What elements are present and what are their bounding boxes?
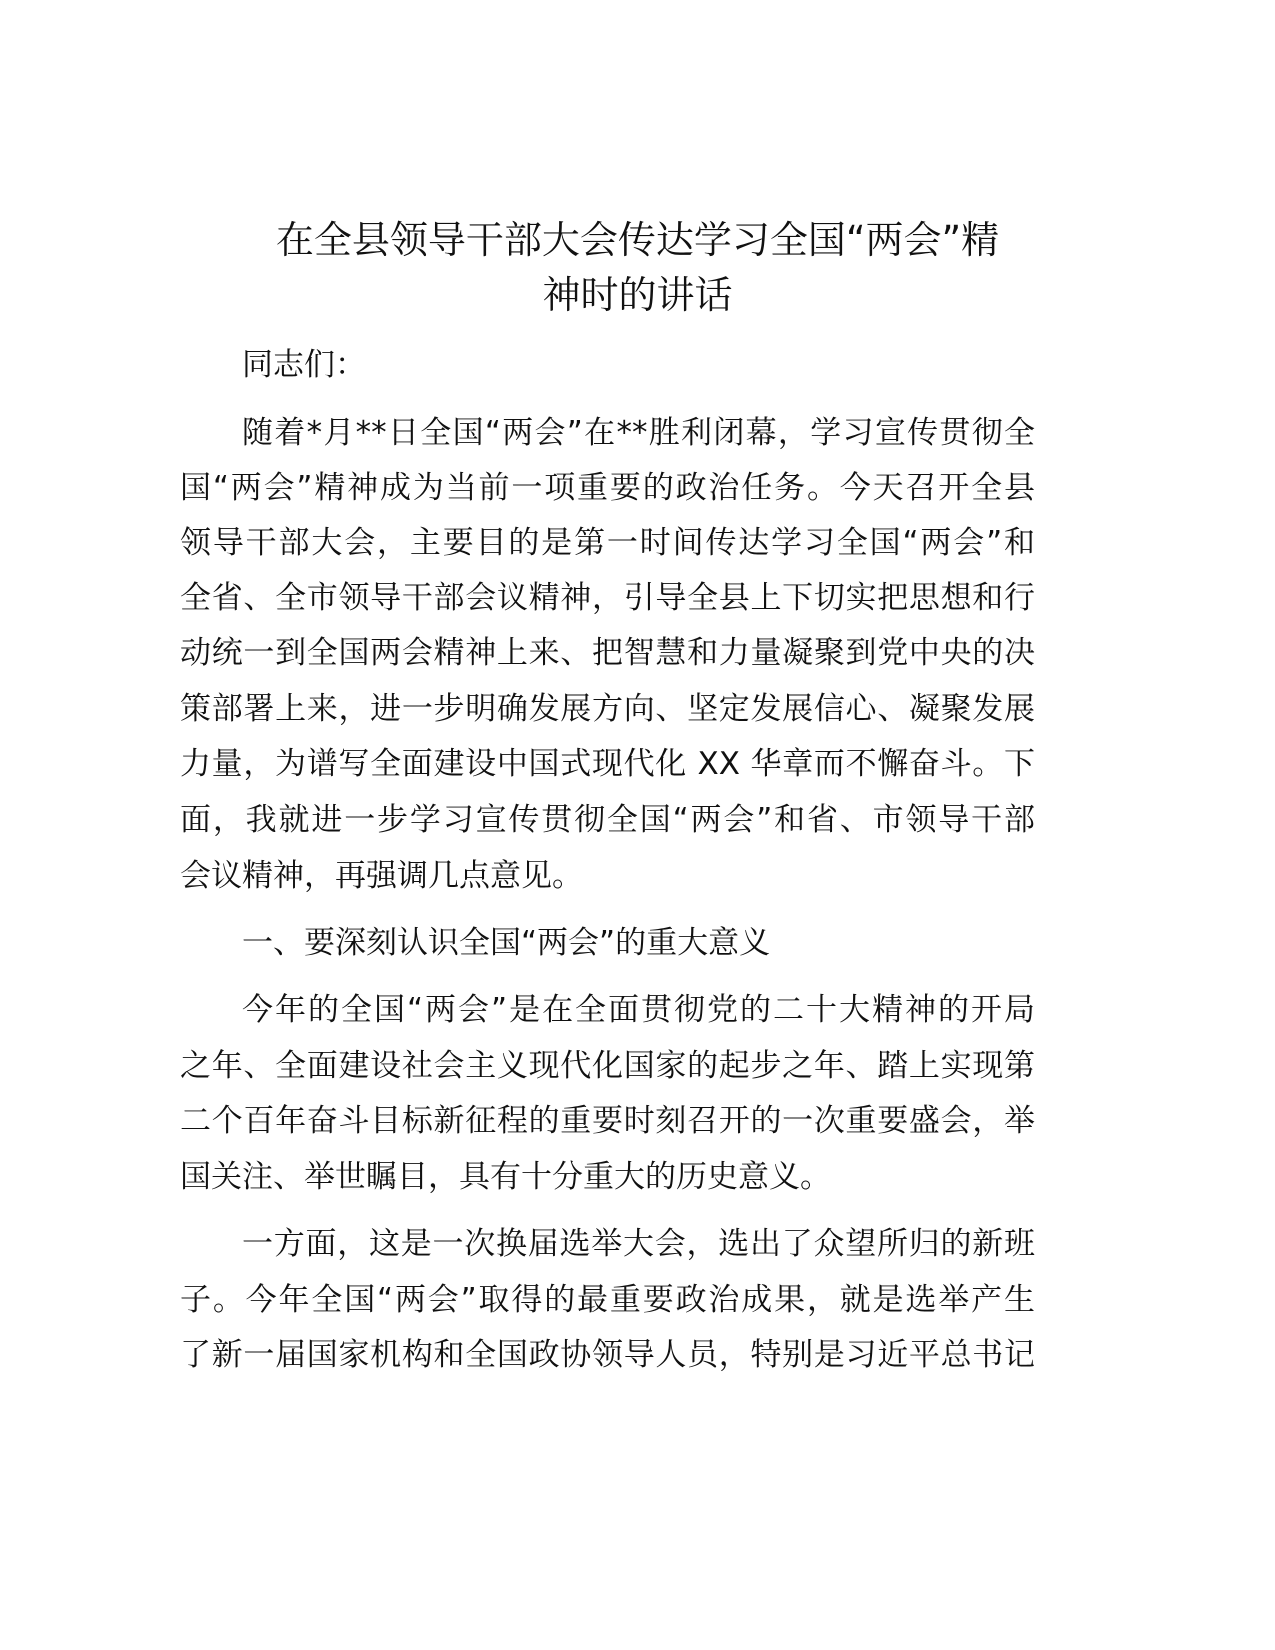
paragraph-line: 子。今年全国“两会”取得的最重要政治成果，就是选举产生 (180, 1282, 1035, 1318)
paragraph-line: 了新一届国家机构和全国政协领导人员，特别是习近平总书记 (180, 1337, 1035, 1373)
paragraph-line: 今年的全国“两会”是在全面贯彻党的二十大精神的开局 (242, 992, 1035, 1028)
paragraph-line: 国关注、举世瞩目，具有十分重大的历史意义。 (180, 1159, 831, 1195)
paragraph-line: 一方面，这是一次换届选举大会，选出了众望所归的新班 (242, 1226, 1035, 1262)
paragraph-line: 策部署上来，进一步明确发展方向、坚定发展信心、凝聚发展 (180, 691, 1035, 727)
paragraph-line: 力量，为谱写全面建设中国式现代化 XX 华章而不懈奋斗。下 (180, 746, 1035, 782)
section-heading: 一、要深刻认识全国“两会”的重大意义 (242, 925, 771, 961)
document-title-line-1: 在全县领导干部大会传达学习全国“两会”精 (275, 218, 1000, 262)
paragraph-line: 会议精神，再强调几点意见。 (180, 858, 583, 894)
paragraph-line: 领导干部大会，主要目的是第一时间传达学习全国“两会”和 (180, 525, 1035, 561)
paragraph-line: 全省、全市领导干部会议精神，引导全县上下切实把思想和行 (180, 580, 1035, 616)
document-title-line-2: 神时的讲话 (542, 273, 733, 317)
paragraph-line: 之年、全面建设社会主义现代化国家的起步之年、踏上实现第 (180, 1048, 1035, 1084)
paragraph-line: 二个百年奋斗目标新征程的重要时刻召开的一次重要盛会，举 (180, 1103, 1035, 1139)
paragraph-line: 动统一到全国两会精神上来、把智慧和力量凝聚到党中央的决 (180, 635, 1035, 671)
salutation: 同志们： (242, 347, 366, 383)
paragraph-line: 面，我就进一步学习宣传贯彻全国“两会”和省、市领导干部 (180, 802, 1035, 838)
paragraph-line: 随着*月**日全国“两会”在**胜利闭幕，学习宣传贯彻全 (242, 415, 1035, 451)
paragraph-line: 国“两会”精神成为当前一项重要的政治任务。今天召开全县 (180, 470, 1035, 506)
